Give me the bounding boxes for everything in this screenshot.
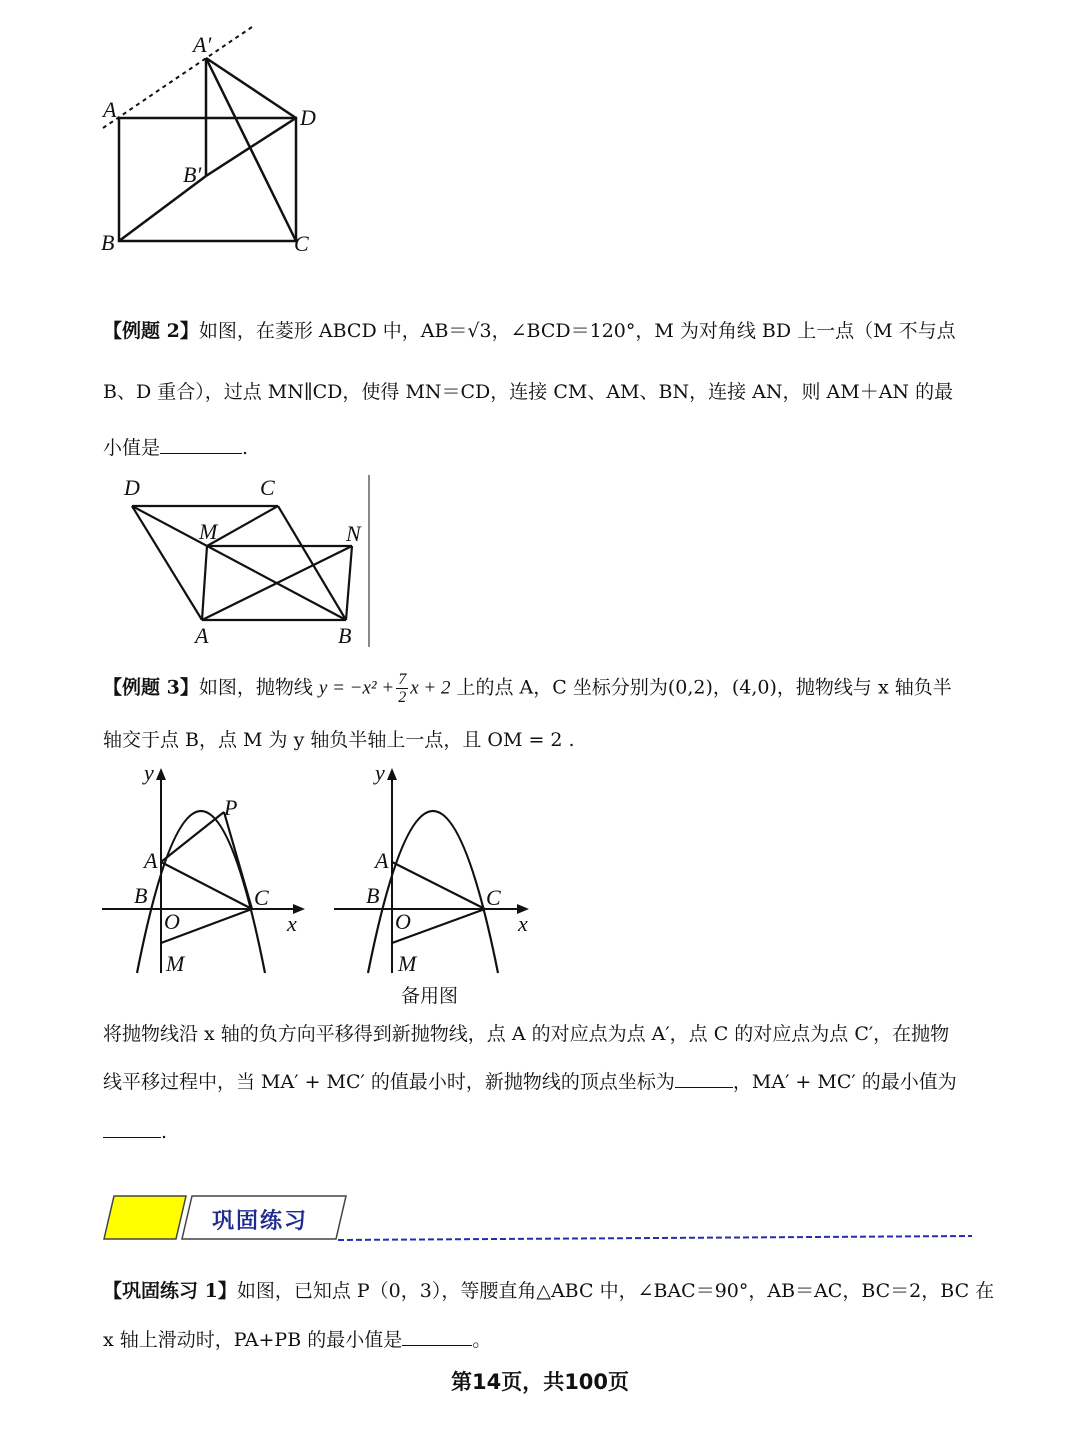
dashed-rule	[338, 1236, 972, 1240]
label-a: A	[144, 848, 158, 873]
label-o: O	[164, 909, 180, 934]
label-c: C	[254, 885, 269, 910]
figure-1	[95, 25, 335, 260]
label-b: B	[366, 883, 380, 908]
label-d: D	[124, 475, 140, 500]
label-x: x	[518, 911, 528, 936]
answer-blank[interactable]	[402, 1327, 472, 1346]
practice-1-line-2: x 轴上滑动时，PA+PB 的最小值是 。	[103, 1329, 492, 1351]
fraction: $\frac{7}{2}$	[398, 671, 407, 706]
example-3-para-line-2: 线平移过程中，当 MA′ + MC′ 的值最小时，新抛物线的顶点坐标为 ，MA′ + MC′ 的最小值为	[103, 1071, 957, 1093]
label-a: A	[103, 97, 117, 122]
example-2-line-2: B、D 重合），过点 MN∥CD，使得 MN＝CD，连接 CM、AM、BN，连接 AN，则 AM＋AN 的最	[103, 381, 954, 403]
label-m: M	[398, 951, 417, 976]
label-c: C	[260, 475, 275, 500]
label-c: C	[486, 885, 501, 910]
example-3-line-2: 轴交于点 B，点 M 为 y 轴负半轴上一点，且 OM = 2 .	[103, 729, 575, 751]
label-y: y	[375, 763, 385, 785]
label-b-prime: B′	[183, 162, 202, 187]
dashed-line	[103, 27, 252, 128]
label-m: M	[166, 951, 185, 976]
section-title: 巩固练习	[212, 1209, 309, 1234]
example-3-para-line-3: .	[103, 1118, 983, 1146]
practice-1-line-1: 【巩固练习 1】如图，已知点 P（0，3），等腰直角△ABC 中，∠BAC＝90°，AB＝AC，BC＝2，BC 在	[103, 1280, 995, 1302]
label-m: M	[199, 519, 218, 544]
label-a: A	[195, 623, 209, 648]
label-x: x	[287, 911, 297, 936]
label-a: A	[375, 848, 389, 873]
label-p: P	[224, 795, 238, 820]
label-b: B	[101, 230, 115, 255]
example-3-line-1: 【例题 3】如图，抛物线 y = −x² + $\frac{7}{2}$ x + 2 上的点 A，C 坐标分别为(0,2)，(4,0)，抛物线与 x 轴负半	[103, 671, 952, 706]
answer-blank-vertex[interactable]	[675, 1069, 733, 1088]
answer-blank-min[interactable]	[103, 1119, 161, 1138]
label-o: O	[395, 909, 411, 934]
figure-3-left	[100, 763, 310, 978]
accent-parallelogram	[104, 1196, 186, 1239]
label-d: D	[300, 105, 316, 130]
example-2-line-1: 【例题 2】如图，在菱形 ABCD 中，AB＝√3，∠BCD＝120°，M 为对角线 BD 上一点（M 不与点	[103, 320, 956, 342]
label-c: C	[294, 231, 309, 256]
example-3-para-line-1: 将抛物线沿 x 轴的负方向平移得到新抛物线，点 A 的对应点为点 A′，点 C 的对应点为点 C′，在抛物	[103, 1023, 950, 1045]
label-a-prime: A′	[193, 32, 212, 57]
label-b: B	[338, 623, 352, 648]
label-y: y	[144, 763, 154, 785]
example-2-line-3: 小值是 .	[103, 437, 249, 459]
figure-2	[115, 475, 380, 650]
label-n: N	[346, 521, 361, 546]
answer-blank[interactable]	[160, 435, 242, 454]
label-b: B	[134, 883, 148, 908]
figure-3-right	[332, 763, 542, 978]
figure-caption: 备用图	[401, 985, 459, 1007]
page-footer: 第14页，共100页	[450, 1370, 630, 1394]
